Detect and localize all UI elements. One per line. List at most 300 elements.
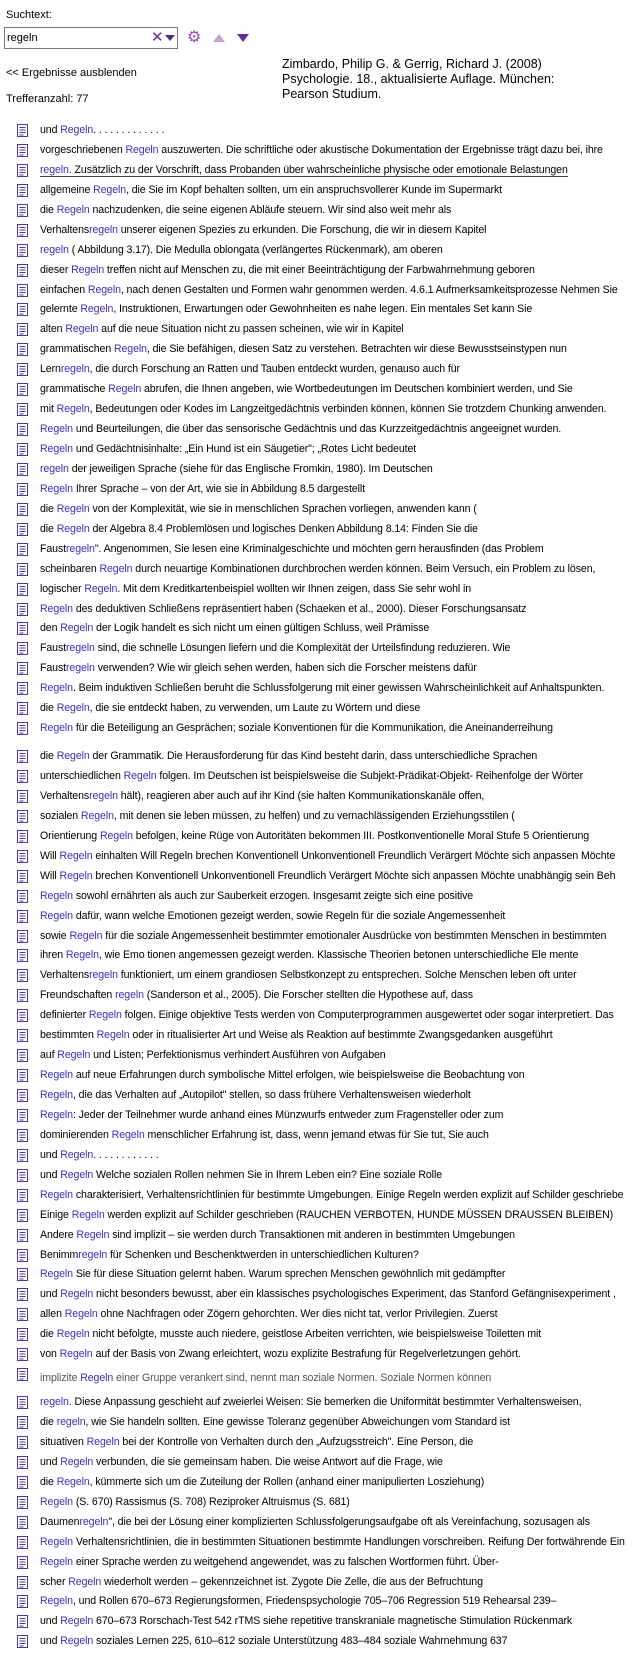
result-row[interactable]: [0, 1086, 635, 1106]
result-row[interactable]: [0, 181, 635, 201]
result-snippet[interactable]: [40, 1556, 499, 1568]
snippet-after: der Logik handelt es sich nicht um einen gültigen Schluss, weil Prämisse: [93, 622, 430, 635]
snippet-before: die: [40, 1328, 57, 1341]
snippet-after: für Schenken und Beschenktwerden in unterschiedlichen Kulturen?: [107, 1248, 419, 1261]
result-snippet[interactable]: [40, 1436, 473, 1448]
result-snippet[interactable]: [40, 343, 567, 355]
chevron-down-icon[interactable]: [165, 35, 175, 41]
snippet-after: , die sie entdeckt haben, zu verwenden, um Laute zu Wörtern und diese: [89, 702, 421, 715]
document-icon: [17, 1069, 28, 1082]
result-snippet[interactable]: [40, 622, 429, 634]
document-icon: [17, 303, 28, 316]
result-row[interactable]: [0, 1066, 635, 1086]
search-hit: Regeln: [68, 1575, 102, 1588]
result-snippet[interactable]: [40, 363, 460, 375]
result-snippet[interactable]: [40, 1029, 553, 1041]
result-snippet[interactable]: [40, 1496, 350, 1508]
result-row[interactable]: [0, 1592, 635, 1612]
snippet-after: einer Gruppe verankert sind, nennt man soziale Normen. Soziale Normen können: [113, 1372, 492, 1385]
document-icon: [17, 443, 28, 456]
result-row[interactable]: [0, 1413, 635, 1433]
result-snippet[interactable]: [40, 1288, 616, 1300]
result-snippet[interactable]: [40, 989, 473, 1001]
result-row[interactable]: [0, 639, 635, 659]
result-snippet[interactable]: [40, 1169, 442, 1181]
result-snippet[interactable]: [40, 483, 365, 495]
snippet-after: für die soziale Angemessenheit bestimmter emotionaler Ausdrücke von bestimmten Menschen in bestimmten: [102, 929, 607, 942]
snippet-after: folgen. Einige objektive Tests werden von Computerprogrammen ausgewertet oder sogar interpretiert. Das: [121, 1009, 614, 1022]
result-snippet[interactable]: [40, 722, 553, 734]
result-row[interactable]: [0, 300, 635, 320]
result-row[interactable]: [0, 1186, 635, 1206]
search-hit: Regeln: [80, 303, 114, 316]
result-snippet[interactable]: [40, 1009, 614, 1021]
result-snippet[interactable]: [40, 603, 526, 615]
snippet-before: Faust: [40, 662, 66, 675]
gear-icon[interactable]: ⚙: [187, 29, 202, 46]
result-row[interactable]: [0, 827, 635, 847]
search-hit: Regeln: [111, 1128, 145, 1141]
result-row[interactable]: [0, 1206, 635, 1226]
result-row[interactable]: [0, 847, 635, 867]
snippet-after: ", die bei der Lösung einer komplizierten Schlussfolgerungsaufgabe oft als Vereinfachung, sozusagen als: [108, 1515, 590, 1528]
result-snippet[interactable]: [40, 523, 478, 535]
snippet-after: der jeweiligen Sprache (siehe für das Englische Fromkin, 1980). Im Deutschen: [68, 462, 433, 475]
search-hit: Regeln: [59, 1348, 93, 1361]
document-icon: [17, 1328, 28, 1341]
triangle-down-icon[interactable]: [237, 34, 249, 42]
result-row[interactable]: [0, 807, 635, 827]
result-row[interactable]: [0, 221, 635, 241]
result-row[interactable]: [0, 1473, 635, 1493]
result-row[interactable]: [0, 747, 635, 767]
result-row[interactable]: [0, 261, 635, 281]
result-snippet[interactable]: [40, 1268, 505, 1280]
result-snippet[interactable]: [40, 830, 589, 842]
result-snippet[interactable]: [40, 1328, 541, 1340]
result-row[interactable]: [0, 1345, 635, 1365]
result-row[interactable]: [0, 241, 635, 261]
result-row[interactable]: [0, 281, 635, 301]
document-icon: [17, 383, 28, 396]
snippet-after: , kümmerte sich um die Zuteilung der Rollen (anhand einer manipulierten Losziehung): [89, 1475, 485, 1488]
document-icon: [17, 1169, 28, 1182]
result-row[interactable]: [0, 1612, 635, 1632]
result-row[interactable]: [0, 420, 635, 440]
result-snippet[interactable]: [40, 1348, 521, 1360]
result-snippet[interactable]: [40, 1536, 625, 1548]
hide-results-link[interactable]: << Ergebnisse ausblenden: [6, 67, 137, 79]
result-snippet[interactable]: [40, 890, 473, 902]
result-row[interactable]: [0, 679, 635, 699]
snippet-after: sind implizit – sie werden durch Transaktionen mit anderen in bestimmten Umgebungen: [109, 1228, 515, 1241]
snippet-before: sozialen: [40, 809, 81, 822]
result-snippet[interactable]: [40, 184, 502, 196]
document-icon: [17, 204, 28, 217]
result-snippet[interactable]: [40, 224, 486, 236]
document-icon: [17, 850, 28, 863]
result-snippet[interactable]: [40, 204, 451, 216]
result-row[interactable]: [0, 460, 635, 480]
result-row[interactable]: [0, 1573, 635, 1593]
result-snippet[interactable]: [40, 303, 532, 315]
result-snippet[interactable]: [40, 423, 561, 435]
snippet-before: Lern: [40, 363, 61, 376]
snippet-after: unserer eigenen Spezies zu erkunden. Die Forschung, die wir in diesem Kapitel: [117, 223, 487, 236]
result-snippet[interactable]: [40, 750, 537, 762]
result-snippet[interactable]: [40, 1069, 525, 1081]
result-row[interactable]: [0, 1513, 635, 1533]
result-snippet[interactable]: [40, 870, 615, 882]
search-hit: Regeln: [71, 1208, 105, 1221]
document-icon: [17, 503, 28, 516]
search-hit: Regeln: [59, 849, 93, 862]
document-icon: [17, 463, 28, 476]
result-snippet[interactable]: [40, 949, 578, 961]
search-combobox[interactable]: [4, 27, 178, 49]
result-snippet[interactable]: [40, 1372, 491, 1384]
snippet-after: (S. 670) Rassismus (S. 708) Reziproker Altruismus (S. 681): [72, 1495, 350, 1508]
result-snippet[interactable]: [40, 1129, 489, 1141]
search-hit: Regeln: [40, 682, 73, 695]
result-snippet[interactable]: [40, 1229, 515, 1241]
result-snippet[interactable]: [40, 583, 471, 595]
document-icon: [17, 1536, 28, 1549]
search-hit: Regeln: [60, 124, 94, 136]
result-snippet[interactable]: [40, 563, 595, 575]
snippet-after: , Instruktionen, Erwartungen oder Gewohnheiten es nahe legen. Ein mentales Set kann Sie: [113, 303, 533, 316]
search-hit: regeln: [89, 223, 118, 236]
snippet-after: . Mit dem Kreditkartenbeispiel wollten wir Ihnen zeigen, dass Sie sehr wohl in: [117, 582, 472, 595]
result-snippet[interactable]: [40, 1109, 503, 1121]
search-hit: Regeln: [108, 383, 142, 396]
result-snippet[interactable]: [40, 1416, 510, 1428]
result-row[interactable]: [0, 480, 635, 500]
result-row[interactable]: [0, 1006, 635, 1026]
document-icon: [17, 1595, 28, 1608]
search-hit: Regeln: [40, 1108, 73, 1121]
result-snippet[interactable]: [40, 244, 443, 256]
close-icon[interactable]: ✕: [151, 29, 164, 46]
snippet-before: grammatischen: [40, 343, 114, 356]
result-snippet[interactable]: [40, 810, 515, 822]
result-snippet[interactable]: [40, 662, 477, 674]
snippet-after: nicht besonders bewusst, aber ein klassisches psychologisches Experiment, das Stanford Gefängnisexperiment ,: [93, 1288, 616, 1301]
search-hit: regeln: [78, 1248, 108, 1261]
result-row[interactable]: [0, 1325, 635, 1345]
result-snippet[interactable]: [40, 383, 573, 395]
result-row[interactable]: [0, 1433, 635, 1453]
result-snippet[interactable]: [40, 323, 404, 335]
search-hit: Regeln: [56, 522, 90, 535]
result-snippet[interactable]: [40, 1595, 556, 1607]
result-row[interactable]: [0, 500, 635, 520]
result-row[interactable]: [0, 1226, 635, 1246]
snippet-before: und: [40, 1455, 61, 1468]
result-row[interactable]: [0, 540, 635, 560]
result-row[interactable]: [0, 1246, 635, 1266]
document-icon: [17, 1576, 28, 1589]
result-snippet[interactable]: [40, 1635, 507, 1647]
result-snippet[interactable]: [40, 969, 577, 981]
document-icon: [17, 264, 28, 277]
search-hit: Regeln: [40, 1595, 73, 1608]
snippet-after: , wie Emo tionen angemessen gezeigt werden. Klassische Theorien betonen unterschiedliche Ele mente: [98, 949, 579, 962]
search-hit: Regeln: [125, 143, 159, 156]
result-row[interactable]: [0, 560, 635, 580]
search-hit: Regeln: [56, 502, 90, 515]
snippet-after: , die Sie im Kopf behalten sollten, um ein anspruchsvollerer Kunde im Supermarkt: [126, 183, 503, 196]
document-icon: [17, 1496, 28, 1509]
result-snippet[interactable]: [40, 1396, 581, 1408]
result-row[interactable]: [0, 141, 635, 161]
snippet-before: und: [40, 1615, 61, 1628]
result-row[interactable]: [0, 1126, 635, 1146]
snippet-after: oder in ritualisierter Art und Weise als Reaktion auf bestimmte Zwangsgedanken ausgeführt: [129, 1029, 553, 1042]
result-row[interactable]: [0, 600, 635, 620]
document-icon: [17, 1268, 28, 1281]
snippet-after: sowohl ernährten als auch zur Sauberkeit erzogen. Insgesamt zeigte sich eine positive: [72, 889, 474, 902]
search-hit: Regeln: [60, 1455, 94, 1468]
result-row[interactable]: [0, 966, 635, 986]
result-snippet[interactable]: [40, 702, 420, 714]
search-hit: Regeln: [40, 1555, 73, 1568]
search-hit: Regeln: [56, 1475, 90, 1488]
result-row[interactable]: [0, 320, 635, 340]
document-icon: [17, 750, 28, 763]
snippet-before: die: [40, 702, 57, 715]
snippet-after: ohne Nachfragen oder Zögern gehorchten. Wer dies nicht tat, verlor Privilegien. Zuerst: [97, 1308, 498, 1321]
search-panel: [0, 0, 635, 120]
search-label: Suchtext:: [6, 9, 52, 21]
document-icon: [17, 1109, 28, 1122]
triangle-up-icon[interactable]: [213, 34, 225, 42]
result-row[interactable]: [0, 360, 635, 380]
result-row[interactable]: [0, 1632, 635, 1652]
snippet-before: bestimmten: [40, 1029, 97, 1042]
result-snippet[interactable]: [40, 1308, 497, 1320]
snippet-before: Verhaltens: [40, 789, 90, 802]
result-snippet[interactable]: [40, 850, 615, 862]
search-hit: Regeln: [84, 582, 118, 595]
snippet-before: Verhaltens: [40, 223, 90, 236]
result-row[interactable]: [0, 1533, 635, 1553]
document-icon: [17, 403, 28, 416]
result-snippet[interactable]: [40, 642, 510, 654]
document-icon: [17, 770, 28, 783]
result-snippet[interactable]: [40, 443, 416, 455]
result-row[interactable]: [0, 1285, 635, 1305]
result-row[interactable]: [0, 1453, 635, 1473]
result-snippet[interactable]: [40, 1089, 471, 1101]
result-row[interactable]: [0, 1305, 635, 1325]
result-row[interactable]: [0, 440, 635, 460]
document-icon: [17, 890, 28, 903]
search-hit: regeln: [79, 1515, 109, 1528]
result-row[interactable]: [0, 121, 635, 141]
result-snippet[interactable]: [40, 1615, 572, 1627]
search-hit: Regeln: [60, 1148, 94, 1161]
snippet-before: scher: [40, 1575, 69, 1588]
snippet-before: und: [40, 1288, 61, 1301]
snippet-after: , nach denen Gestalten und Formen wahr genommen werden. 4.6.1 Aufmerksamkeitsprozesse Nehmen Sie: [120, 283, 618, 296]
result-snippet[interactable]: [40, 1249, 419, 1261]
document-icon: [17, 184, 28, 197]
snippet-after: . Beim induktiven Schließen beruht die Schlussfolgerung mit einer gewissen Wahrscheinlichkeit auf Anhaltspunkten.: [72, 682, 605, 695]
snippet-before: Faust: [40, 642, 66, 655]
snippet-after: brechen Konventionell Unkonventionell Freundlich Verärgert Möchte sich anpassen Möchte unabhängig sein Beh: [92, 869, 616, 882]
document-icon: [17, 622, 28, 635]
result-snippet[interactable]: [40, 543, 544, 555]
result-row[interactable]: [0, 340, 635, 360]
result-snippet[interactable]: [40, 264, 535, 276]
search-input[interactable]: [7, 30, 147, 46]
result-snippet[interactable]: [40, 930, 606, 942]
snippet-before: implizite: [40, 1372, 81, 1385]
result-row[interactable]: [0, 1553, 635, 1573]
result-row[interactable]: [0, 1365, 635, 1385]
result-snippet[interactable]: [40, 1209, 613, 1221]
document-icon: [17, 1516, 28, 1529]
result-row[interactable]: [0, 161, 635, 181]
search-hit: Regeln: [65, 323, 99, 336]
search-hit: regeln: [66, 542, 95, 555]
search-hit: Regeln: [93, 183, 127, 196]
document-icon: [17, 1089, 28, 1102]
result-snippet[interactable]: [40, 463, 433, 475]
document-icon: [17, 543, 28, 556]
document-icon: [17, 702, 28, 715]
document-icon: [17, 662, 28, 675]
result-row[interactable]: [0, 1146, 635, 1166]
result-row[interactable]: [0, 1265, 635, 1285]
snippet-before: allen: [40, 1308, 65, 1321]
search-hit: Regeln: [56, 403, 90, 416]
result-snippet[interactable]: [40, 1516, 590, 1528]
snippet-after: , wie Sie handeln sollten. Eine gewisse Toleranz gegenüber Abweichungen vom Standard ist: [85, 1416, 510, 1428]
result-snippet[interactable]: [40, 1476, 484, 1488]
snippet-after: auszuwerten. Die schriftliche oder akustische Dokumentation der Ergebnisse trägt dazu bei, ihre: [158, 143, 603, 156]
search-hit: regeln: [40, 1396, 69, 1409]
book-citation: Zimbardo, Philip G. & Gerrig, Richard J. (2008) Psychologie. 18., aktualisierte Auflage. München: Pearson Studium.: [282, 57, 555, 101]
snippet-after: . . . . . . . . . . . .: [93, 1148, 159, 1161]
result-row[interactable]: [0, 580, 635, 600]
result-snippet[interactable]: [40, 1456, 443, 1468]
snippet-after: (Sanderson et al., 2005). Die Forscher stellten die Hypothese auf, dass: [143, 989, 473, 1002]
result-row[interactable]: [0, 719, 635, 739]
snippet-after: Ihrer Sprache – von der Art, wie sie in Abbildung 8.5 dargestellt: [72, 482, 365, 495]
result-row[interactable]: [0, 1106, 635, 1126]
result-row[interactable]: [0, 400, 635, 420]
search-hit: Regeln: [99, 562, 133, 575]
result-row[interactable]: [0, 520, 635, 540]
result-snippet[interactable]: [40, 910, 505, 922]
search-hit: regeln: [89, 969, 118, 982]
result-row[interactable]: [0, 201, 635, 221]
snippet-after: auf der Basis von Zwang erleichtert, wozu explizite Bestrafung für Regelverletzungen gehört.: [92, 1348, 521, 1361]
search-hit: regeln: [56, 1416, 86, 1428]
result-snippet[interactable]: [40, 284, 618, 296]
result-snippet[interactable]: [40, 164, 568, 177]
result-snippet[interactable]: [40, 790, 484, 802]
result-row[interactable]: [0, 1166, 635, 1186]
document-icon: [17, 1029, 28, 1042]
hit-count: Trefferanzahl: 77: [6, 93, 89, 105]
snippet-before: logischer: [40, 582, 85, 595]
result-snippet[interactable]: [40, 682, 604, 694]
snippet-after: verbunden, die sie gemeinsam haben. Die weise Antwort auf die Frage, wie: [93, 1455, 443, 1468]
result-snippet[interactable]: [40, 1576, 483, 1588]
search-hit: Regeln: [113, 343, 147, 356]
result-snippet[interactable]: [40, 503, 477, 515]
result-row[interactable]: [0, 787, 635, 807]
snippet-after: ". Angenommen, Sie lesen eine Kriminalgeschichte und möchten gern herausfinden (das Problem: [94, 542, 544, 555]
snippet-after: , und Rollen 670–673 Regierungsformen, Friedenspsychologie 705–706 Regression 519 Rehearsal 239–: [72, 1595, 557, 1608]
result-row[interactable]: [0, 619, 635, 639]
result-row[interactable]: [0, 699, 635, 719]
result-snippet[interactable]: [40, 1189, 623, 1201]
result-snippet[interactable]: [40, 1149, 159, 1161]
result-row[interactable]: [0, 380, 635, 400]
result-snippet[interactable]: [40, 770, 583, 782]
result-row[interactable]: [0, 887, 635, 907]
result-snippet[interactable]: [40, 1049, 386, 1061]
document-icon: [17, 790, 28, 803]
snippet-before: und: [40, 1635, 61, 1648]
result-row[interactable]: [0, 1493, 635, 1513]
document-icon: [17, 284, 28, 297]
snippet-after: , Bedeutungen oder Kodes im Langzeitgedächtnis verbinden können, können Sie trotzdem Chunking anwenden.: [89, 403, 607, 416]
result-row[interactable]: [0, 867, 635, 887]
document-icon: [17, 1416, 28, 1429]
snippet-after: funktioniert, um einem grandiosen Selbstkonzept zu entsprechen. Solche Menschen leben oft unter: [117, 969, 577, 982]
search-hit: Regeln: [86, 1435, 120, 1448]
document-icon: [17, 603, 28, 616]
snippet-after: dafür, wann welche Emotionen gezeigt werden, sowie Regeln für die soziale Angemessenheit: [72, 909, 506, 922]
document-icon: [17, 1308, 28, 1321]
result-row[interactable]: [0, 659, 635, 679]
snippet-after: soziales Lernen 225, 610–612 soziale Unterstützung 483–484 soziale Wahrnehmung 637: [93, 1635, 508, 1648]
snippet-before: grammatische: [40, 383, 109, 396]
snippet-before: Freundschaften: [40, 989, 116, 1002]
result-row[interactable]: [0, 1026, 635, 1046]
result-row[interactable]: [0, 1046, 635, 1066]
result-row[interactable]: [0, 927, 635, 947]
result-row[interactable]: [0, 907, 635, 927]
result-row[interactable]: [0, 767, 635, 787]
result-snippet[interactable]: [40, 124, 164, 136]
search-hit: Regeln: [76, 1228, 110, 1241]
result-snippet[interactable]: [40, 403, 606, 415]
document-icon: [17, 244, 28, 257]
document-icon: [17, 1476, 28, 1489]
snippet-before: definierter: [40, 1009, 89, 1022]
search-hit: Regeln: [80, 809, 114, 822]
search-hit: Regeln: [99, 829, 133, 842]
snippet-after: Sie für diese Situation gelernt haben. Warum sprechen Menschen gewöhnlich mit gedämpfter: [72, 1268, 506, 1281]
result-snippet[interactable]: [40, 144, 603, 156]
result-row[interactable]: [0, 986, 635, 1006]
document-icon: [17, 1396, 28, 1409]
result-row[interactable]: [0, 946, 635, 966]
search-hit: Regeln: [60, 622, 94, 635]
search-hit: regeln: [66, 642, 95, 655]
result-row[interactable]: [0, 1393, 635, 1413]
snippet-after: treffen nicht auf Menschen zu, die mit einer Beeinträchtigung der Farbwahrnehmung geboren: [104, 263, 535, 276]
snippet-after: , die durch Forschung an Ratten und Tauben entdeckt wurden, genauso auch für: [89, 363, 460, 376]
snippet-after: , mit denen sie leben müssen, zu helfen) und zu vernachlässigenden Erziehungsstilen (: [113, 809, 515, 822]
document-icon: [17, 1368, 28, 1381]
